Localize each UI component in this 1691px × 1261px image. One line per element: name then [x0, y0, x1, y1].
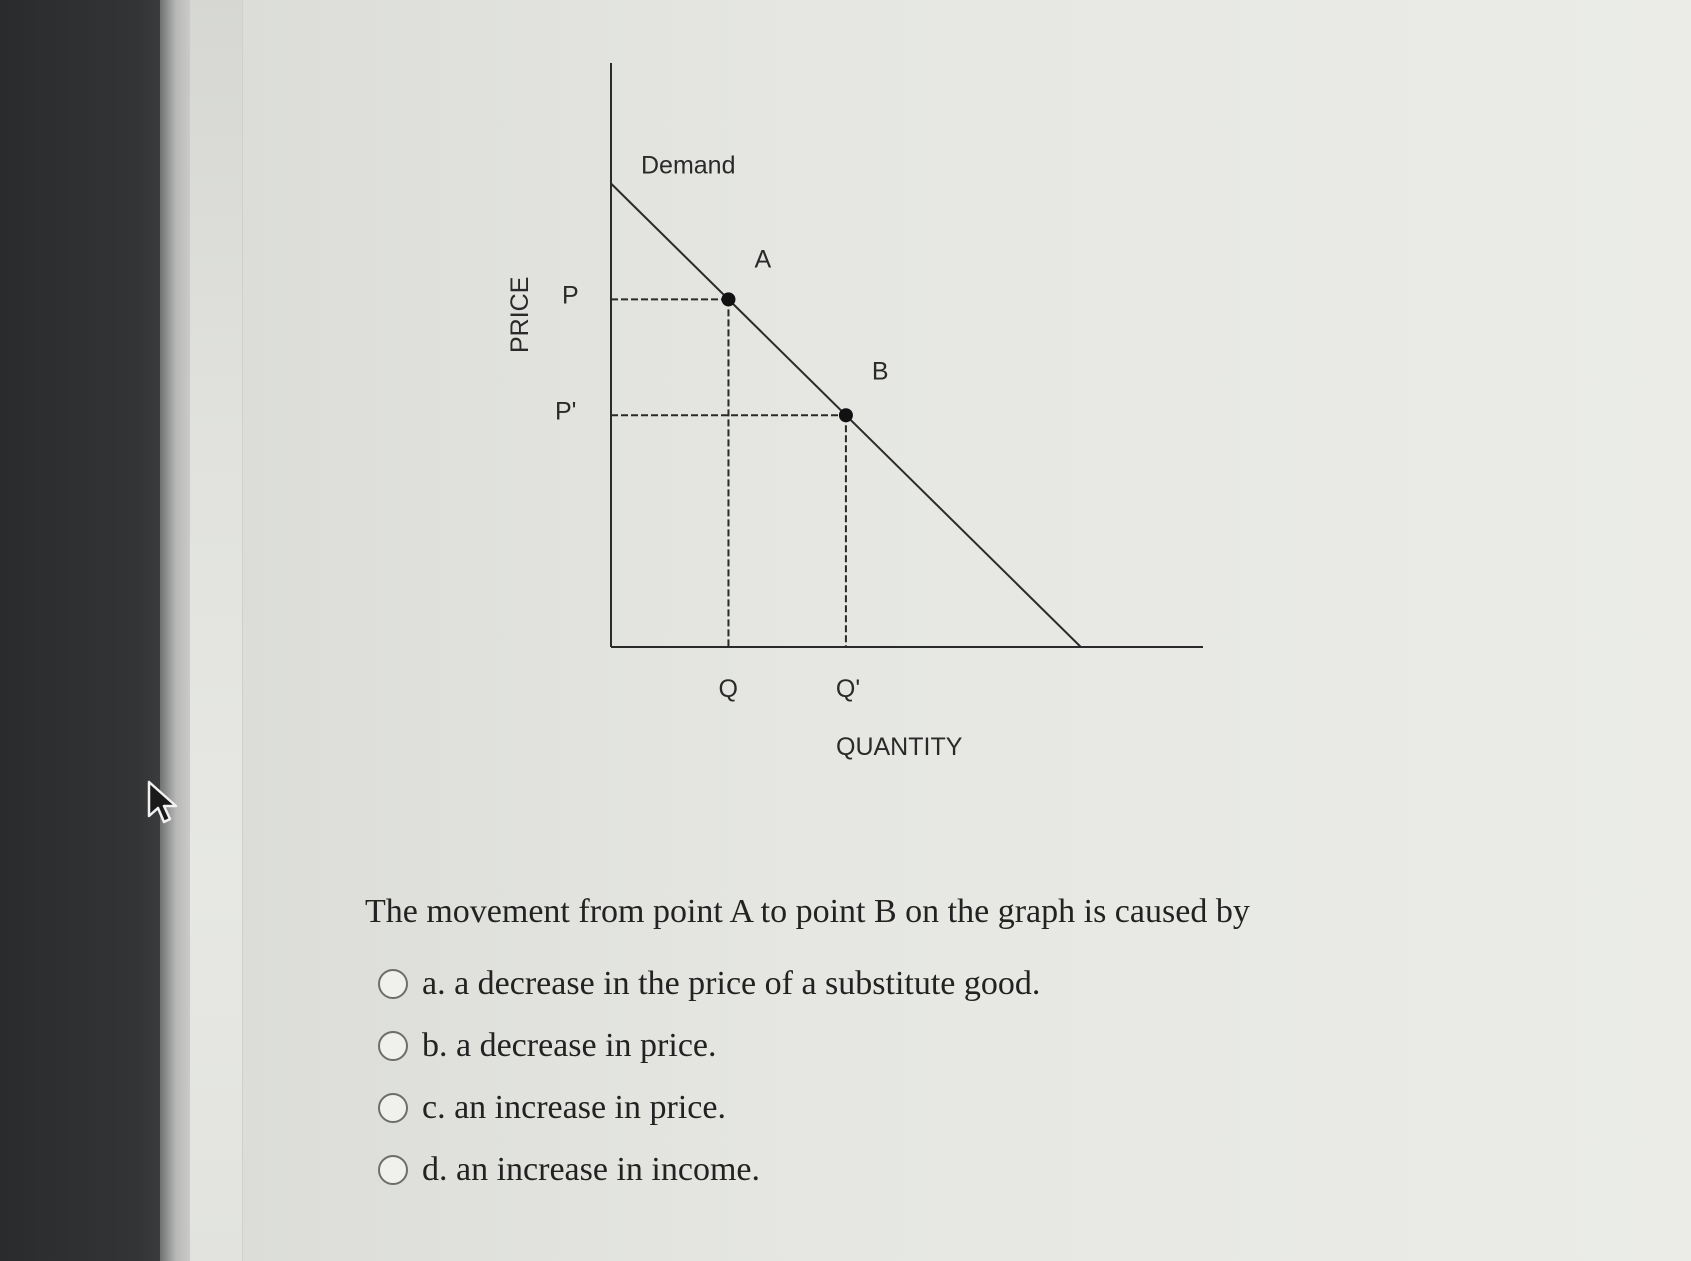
y-tick-label: P: [562, 281, 579, 310]
option-b-label: b. a decrease in price.: [422, 1027, 717, 1064]
answer-options: [378, 953, 1040, 1201]
option-b[interactable]: [378, 1015, 1040, 1077]
x-axis-title: QUANTITY: [836, 733, 963, 761]
demand-curve-label: Demand: [641, 151, 736, 180]
radio-button-a[interactable]: [378, 969, 408, 999]
radio-button-b[interactable]: [378, 1031, 408, 1061]
question-text: The movement from point A to point B on the graph is caused by: [365, 893, 1250, 930]
radio-button-d[interactable]: [378, 1155, 408, 1185]
option-a[interactable]: [378, 953, 1040, 1015]
option-c[interactable]: [378, 1077, 1040, 1139]
point-a: [721, 292, 735, 306]
point-label-a: A: [754, 245, 772, 274]
radio-button-c[interactable]: [378, 1093, 408, 1123]
option-c-label: c. an increase in price.: [422, 1089, 726, 1126]
x-tick-label: Q: [718, 675, 738, 703]
option-a-label: a. a decrease in the price of a substitute good.: [422, 965, 1041, 1002]
y-axis-title: PRICE: [506, 276, 534, 353]
point-label-b: B: [871, 357, 889, 386]
x-tick-label: Q': [835, 675, 861, 703]
y-tick-label: P': [555, 397, 577, 426]
point-b: [839, 408, 853, 422]
option-d[interactable]: [378, 1139, 1040, 1201]
option-d-label: d. an increase in income.: [422, 1151, 760, 1188]
mouse-cursor-icon: [146, 780, 186, 828]
